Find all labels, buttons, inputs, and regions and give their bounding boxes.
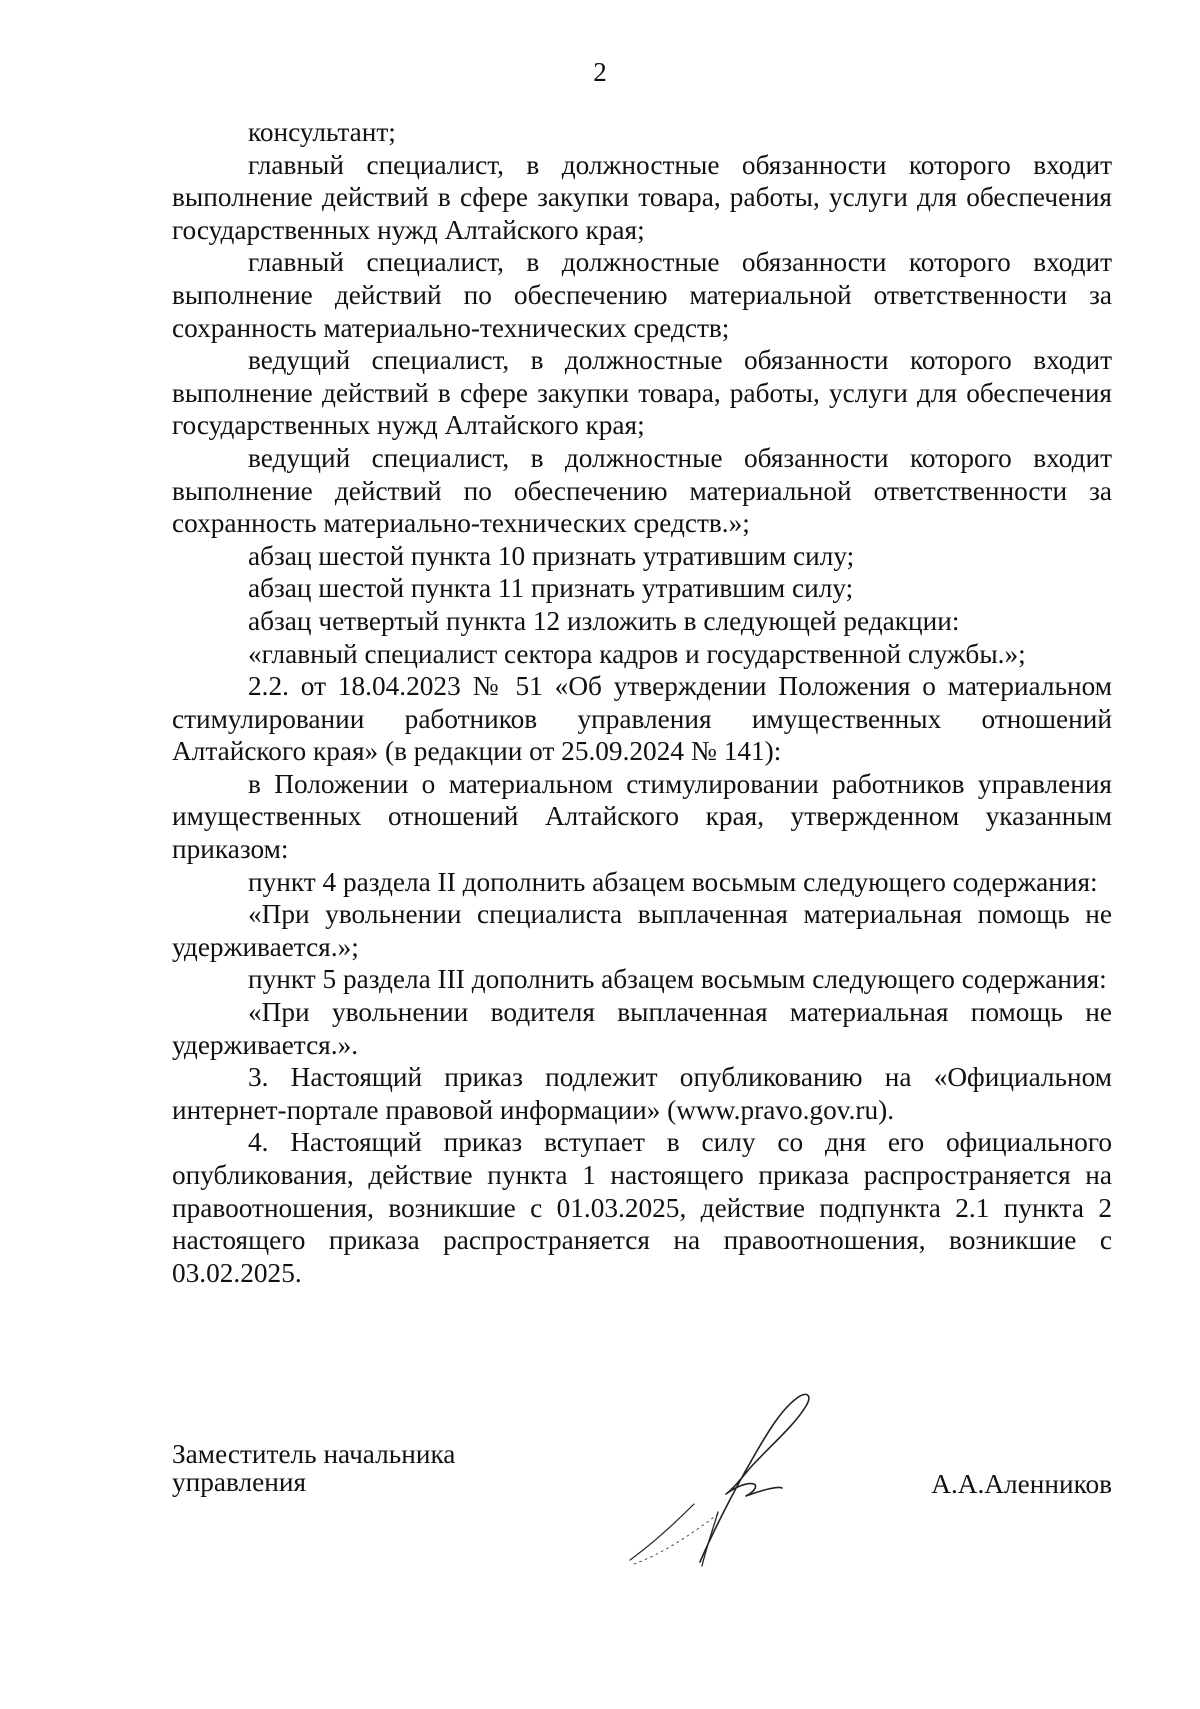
signatory-name: А.А.Аленников: [931, 1469, 1112, 1499]
paragraph: главный специалист, в должностные обязанности которого входит выполнение действий в сфере закупки товара, работы, услуги для обеспечения государственных нужд Алтайского края;: [172, 149, 1112, 245]
paragraph: «При увольнении водителя выплаченная материальная помощь не удерживается.».: [172, 997, 1112, 1060]
signature-stroke-tail: [702, 1512, 718, 1566]
paragraph: «При увольнении специалиста выплаченная материальная помощь не удерживается.»;: [172, 899, 1112, 962]
paragraph: 3. Настоящий приказ подлежит опубликованию на «Официальном интернет-портале правовой информации» (www.pravo.gov.ru).: [172, 1062, 1112, 1125]
handwritten-signature: [622, 1384, 862, 1574]
paragraph: «главный специалист сектора кадров и государственной службы.»;: [248, 638, 1026, 669]
signatory-position-line2: управления: [172, 1467, 307, 1497]
paragraph: 4. Настоящий приказ вступает в силу со дня его официального опубликования, действие пункта 1 настоящего приказа распространяется на правоотношения, возникшие с 01.03.2025, действие подпункта 2.1 пункта 2 настоящего приказа распространяется на правоотношения, возникшие с 03.02.2025.: [172, 1127, 1112, 1288]
paragraph: абзац четвертый пункта 12 изложить в следующей редакции:: [248, 605, 960, 636]
paragraph: 2.2. от 18.04.2023 № 51 «Об утверждении Положения о материальном стимулировании работников управления имущественных отношений Алтайского края» (в редакции от 25.09.2024 № 141):: [172, 671, 1112, 767]
signature-stroke-main: [700, 1394, 809, 1562]
paragraph: консультант;: [248, 117, 396, 147]
paragraph: пункт 4 раздела II дополнить абзацем восьмым следующего содержания:: [248, 866, 1098, 897]
paragraph: в Положении о материальном стимулировании работников управления имущественных отношений Алтайского края, утвержденном указанным приказом:: [172, 768, 1112, 865]
document-body: [172, 116, 1112, 1289]
paragraph: абзац шестой пункта 10 признать утратившим силу;: [248, 540, 855, 571]
paragraph: главный специалист, в должностные обязанности которого входит выполнение действий по обеспечению материальной ответственности за сохранность материально-технических средств;: [172, 247, 1112, 343]
signatory-position-line1: Заместитель начальника: [172, 1439, 456, 1469]
paragraph: абзац шестой пункта 11 признать утратившим силу;: [248, 573, 854, 604]
paragraph: ведущий специалист, в должностные обязанности которого входит выполнение действий по обеспечению материальной ответственности за сохранность материально-технических средств.»;: [172, 442, 1112, 539]
paragraph: ведущий специалист, в должностные обязанности которого входит выполнение действий в сфере закупки товара, работы, услуги для обеспечения государственных нужд Алтайского края;: [172, 345, 1112, 441]
page-number: 2: [593, 57, 607, 87]
paragraph: пункт 5 раздела III дополнить абзацем восьмым следующего содержания:: [248, 964, 1107, 995]
signatory-position: [172, 1440, 455, 1496]
